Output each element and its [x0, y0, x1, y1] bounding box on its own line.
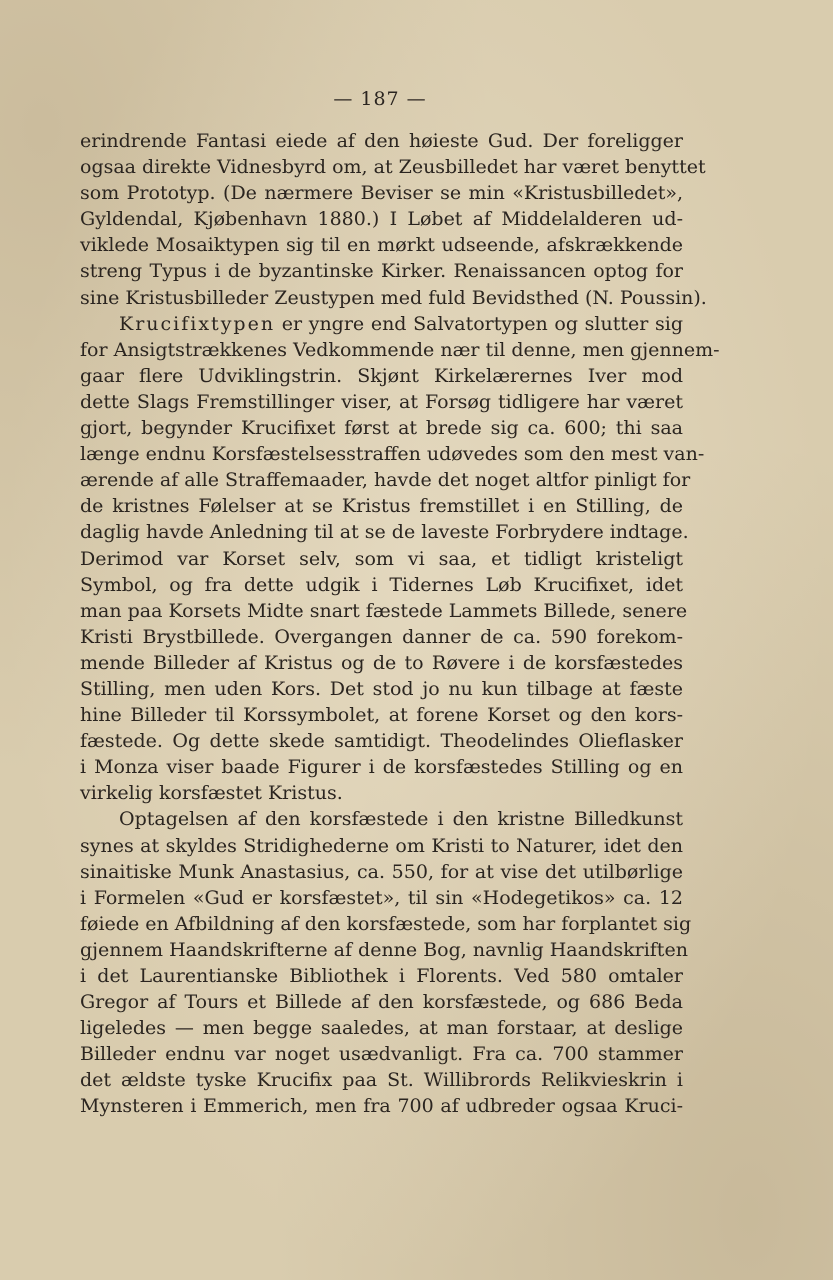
text-line: de kristnes Følelser at se Kristus fremstillet i en Stilling, de	[80, 495, 683, 518]
text-line: sinaitiske Munk Anastasius, ca. 550, for at vise det utilbørlige	[80, 860, 683, 883]
text-line: i Monza viser baade Figurer i de korsfæstedes Stilling og en	[80, 756, 683, 779]
text-line: Gregor af Tours et Billede af den korsfæstede, og 686 Beda	[80, 991, 683, 1014]
text-line: daglig havde Anledning til at se de laveste Forbrydere indtage.	[80, 521, 689, 544]
text-line	[80, 311, 683, 337]
page-number: — 187 —	[333, 88, 427, 110]
text-line: mende Billeder af Kristus og de to Røvere i de korsfæstedes	[80, 651, 683, 674]
text-line: for Ansigtstrækkenes Vedkommende nær til denne, men gjennem-	[80, 338, 720, 361]
text-line: streng Typus i de byzantinske Kirker. Renaissancen optog for	[80, 260, 683, 283]
text-line: synes at skyldes Stridighederne om Kristi to Naturer, idet den	[80, 834, 683, 857]
text-line: Symbol, og fra dette udgik i Tidernes Løb Krucifixet, idet	[80, 573, 683, 596]
text-line: gaar flere Udviklingstrin. Skjønt Kirkelærernes Iver mod	[80, 364, 683, 387]
text-line: Mynsteren i Emmerich, men fra 700 af udbreder ogsaa Kruci-	[80, 1095, 683, 1118]
text-line: fæstede. Og dette skede samtidigt. Theodelindes Olieflasker	[80, 730, 683, 753]
body-text	[80, 128, 720, 1120]
text-line: virkelig korsfæstet Kristus.	[80, 782, 343, 805]
text-line: ligeledes — men begge saaledes, at man forstaar, at deslige	[80, 1017, 683, 1040]
text-line: gjort, begynder Krucifixet først at brede sig ca. 600; thi saa	[80, 417, 683, 440]
text-line: det ældste tyske Krucifix paa St. Willibrords Relikvieskrin i	[80, 1069, 683, 1092]
text-line: ogsaa direkte Vidnesbyrd om, at Zeusbilledet har været benyttet	[80, 156, 706, 179]
text-line: Gyldendal, Kjøbenhavn 1880.) I Løbet af Middelalderen ud-	[80, 208, 683, 231]
emphasized-term: Krucifixtypen	[119, 312, 276, 335]
text-line: man paa Korsets Midte snart fæstede Lammets Billede, senere	[80, 599, 688, 622]
text-line: føiede en Afbildning af den korsfæstede, som har forplantet sig	[80, 912, 692, 935]
text-line: Optagelsen af den korsfæstede i den kristne Billedkunst	[119, 808, 683, 831]
text-line: i Formelen «Gud er korsfæstet», til sin «Hodegetikos» ca. 12	[80, 886, 683, 909]
text-line: sine Kristusbilleder Zeustypen med fuld Bevidsthed (N. Poussin).	[80, 286, 707, 309]
text-line: hine Billeder til Korssymbolet, at forene Korset og den kors-	[80, 704, 683, 727]
text-line: Billeder endnu var noget usædvanligt. Fra ca. 700 stammer	[80, 1043, 683, 1066]
line-text: er yngre end Salvatortypen og slutter sig	[275, 312, 683, 335]
text-line: dette Slags Fremstillinger viser, at Forsøg tidligere har været	[80, 390, 683, 413]
text-line: i det Laurentianske Bibliothek i Florents. Ved 580 omtaler	[80, 965, 683, 987]
text-line: gjennem Haandskrifterne af denne Bog, navnlig Haandskriften	[80, 938, 688, 961]
text-line: Derimod var Korset selv, som vi saa, et tidligt kristeligt	[80, 547, 683, 570]
text-line: Stilling, men uden Kors. Det stod jo nu kun tilbage at fæste	[80, 677, 683, 700]
text-line: viklede Mosaiktypen sig til en mørkt udseende, afskrækkende	[80, 234, 683, 257]
text-line: Kristi Brystbillede. Overgangen danner de ca. 590 forekom-	[80, 625, 683, 648]
text-line: længe endnu Korsfæstelsesstraffen udøvedes som den mest van-	[80, 443, 705, 466]
text-line: erindrende Fantasi eiede af den høieste Gud. Der foreligger	[80, 130, 683, 152]
text-line: som Prototyp. (De nærmere Beviser se min «Kristusbilledet»,	[80, 182, 683, 205]
text-line: ærende af alle Straffemaader, havde det noget altfor pinligt for	[80, 469, 691, 492]
